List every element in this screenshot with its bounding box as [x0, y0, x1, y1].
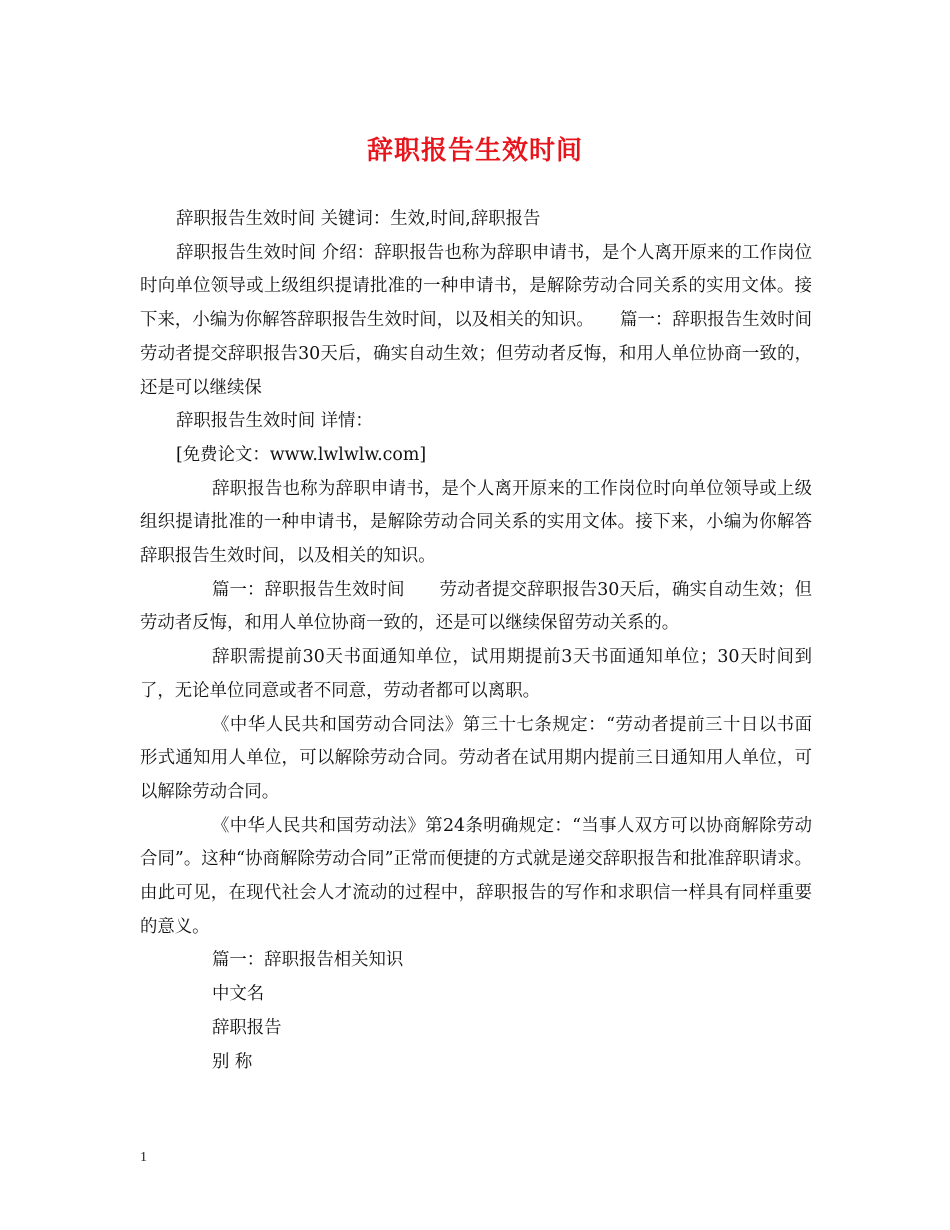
body-paragraph-2: 篇一：辞职报告生效时间 劳动者提交辞职报告30天后，确实自动生效；但劳动者反悔，和用人单位协商一致的，还是可以继续保留劳动关系的。 — [140, 579, 812, 634]
section-heading: 篇一：辞职报告相关知识 — [212, 950, 404, 971]
info-line-alias: 别 称 — [212, 1051, 253, 1072]
source-link[interactable]: [免费论文：www.lwlwlw.com] — [176, 444, 427, 465]
body-paragraph-3: 辞职需提前30天书面通知单位，试用期提前3天书面通知单位；30天时间到了，无论单位同意或者不同意，劳动者都可以离职。 — [140, 647, 812, 701]
document-body — [140, 203, 847, 1079]
keywords-paragraph: 辞职报告生效时间 关键词：生效,时间,辞职报告 — [176, 209, 541, 229]
body-paragraph-5: 《中华人民共和国劳动法》第24条明确规定：“当事人双方可以协商解除劳动合同”。这种“协商解除劳动合同”正常而便捷的方式就是递交辞职报告和批准辞职请求。由此可见，在现代社会人才流动的过程中，辞职报告的写作和求职信一样具有同样重要的意义。 — [140, 815, 812, 937]
info-line-report: 辞职报告 — [212, 1017, 282, 1038]
body-paragraph-1: 辞职报告也称为辞职申请书，是个人离开原来的工作岗位时向单位领导或上级组织提请批准的一种申请书，是解除劳动合同关系的实用文体。接下来，小编为你解答辞职报告生效时间，以及相关的知识。 — [140, 478, 812, 567]
intro-paragraph: 辞职报告生效时间 介绍：辞职报告也称为辞职申请书，是个人离开原来的工作岗位时向单位领导或上级组织提请批准的一种申请书，是解除劳动合同关系的实用文体。接下来，小编为你解答辞职报告生效时间，以及相关的知识。 篇一：辞职报告生效时间 劳动者提交辞职报告30天后，确实自动生效；但劳动者反悔，和用人单位协商一致的，还是可以继续保 — [140, 242, 847, 398]
info-line-cn-name: 中文名 — [212, 984, 265, 1005]
body-paragraph-4: 《中华人民共和国劳动合同法》第三十七条规定：“劳动者提前三十日以书面形式通知用人单位，可以解除劳动合同。劳动者在试用期内提前三日通知用人单位，可以解除劳动合同。 — [140, 714, 812, 802]
document-title: 辞职报告生效时间 — [366, 136, 583, 166]
page-number: 1 — [140, 1150, 147, 1165]
details-label: 辞职报告生效时间 详情： — [176, 411, 373, 432]
